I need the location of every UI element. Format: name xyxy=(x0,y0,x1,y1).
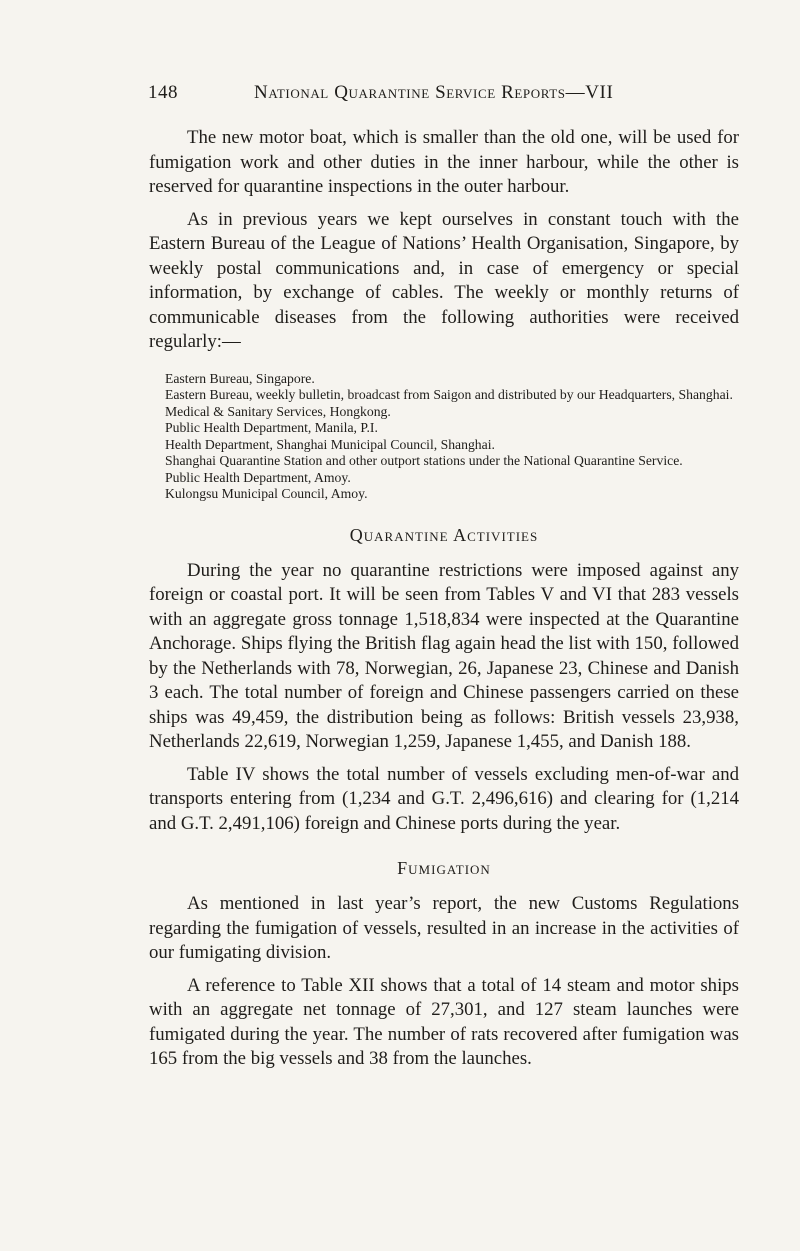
authority-item: Public Health Department, Manila, P.I. xyxy=(165,420,378,435)
section-heading-quarantine: Quarantine Activities xyxy=(349,524,539,545)
authority-item: Shanghai Quarantine Station and other outport stations under the National Quarantine Service. xyxy=(165,453,683,468)
page-header xyxy=(148,82,738,112)
authority-item: Eastern Bureau, weekly bulletin, broadcast from Saigon and distributed by our Headquarters, Shanghai. xyxy=(165,387,733,402)
authorities-list xyxy=(149,371,739,503)
section-heading-fumigation: Fumigation xyxy=(397,858,491,878)
authority-item: Eastern Bureau, Singapore. xyxy=(165,370,315,386)
authority-item: Health Department, Shanghai Municipal Council, Shanghai. xyxy=(165,436,495,452)
paragraph-table-xii: A reference to Table XII shows that a total of 14 steam and motor ships with an aggregate net tonnage of 27,301, and 127 steam launches were fumigated during the year. The number of rats recovered after fumigation was 165 from the big vessels and 38 from the launches. xyxy=(149,974,739,1069)
paragraph-customs-regulations: As mentioned in last year’s report, the new Customs Regulations regarding the fumigation of vessels, resulted in an increase in the activities of our fumigating division. xyxy=(149,893,739,963)
paragraph-table-iv: Table IV shows the total number of vessels excluding men-of-war and transports entering from (1,234 and G.T. 2,496,616) and clearing for (1,214 and G.T. 2,491,106) foreign and Chinese ports during the year. xyxy=(149,763,739,834)
authority-item: Public Health Department, Amoy. xyxy=(165,469,351,485)
paragraph-motor-boat: The new motor boat, which is smaller than the old one, will be used for fumigation work and other duties in the inner harbour, while the other is reserved for quarantine inspections in the outer harbour. xyxy=(149,127,739,197)
authority-item: Kulongsu Municipal Council, Amoy. xyxy=(165,486,368,501)
running-title: National Quarantine Service Reports—VII xyxy=(254,82,614,103)
page-number: 148 xyxy=(148,82,178,103)
body-text xyxy=(149,126,739,1072)
paragraph-eastern-bureau: As in previous years we kept ourselves in constant touch with the Eastern Bureau of the League of Nations’ Health Organisation, Singapore, by weekly postal communications and, in case of emergency or special information, by exchange of cables. The weekly or monthly returns of communicable diseases from the following authorities were received regularly:— xyxy=(149,208,739,352)
authority-item: Medical & Sanitary Services, Hongkong. xyxy=(165,403,391,419)
paragraph-quarantine-activities: During the year no quarantine restrictions were imposed against any foreign or coastal port. It will be seen from Tables V and VI that 283 vessels with an aggregate gross tonnage 1,518,834 were inspected at the Quarantine Anchorage. Ships flying the British flag again head the list with 150, followed by the Netherlands with 78, Norwegian, 26, Japanese 23, Chinese and Danish 3 each. The total number of foreign and Chinese passengers carried on these ships was 49,459, the distribution being as follows: British vessels 23,938, Netherlands 22,619, Norwegian 1,259, Japanese 1,455, and Danish 188. xyxy=(149,559,739,752)
